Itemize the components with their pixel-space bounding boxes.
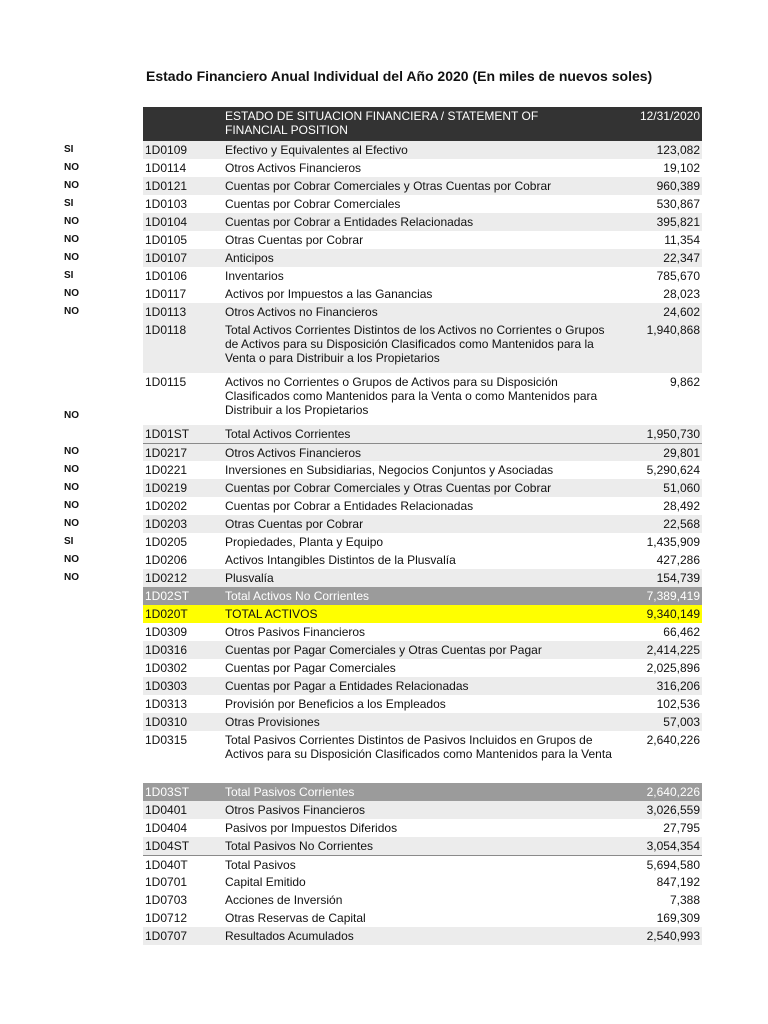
row-value: 9,862 (669, 375, 700, 389)
table-row (143, 479, 702, 497)
row-flag: NO (64, 554, 79, 565)
row-flag: NO (64, 518, 79, 529)
row-description: Inversiones en Subsidiarias, Negocios Conjuntos y Asociadas (225, 463, 554, 477)
row-description: Total Activos No Corrientes (225, 589, 370, 603)
table-row (143, 605, 702, 623)
table-row (143, 569, 702, 587)
table-row (143, 303, 702, 321)
row-value: 5,290,624 (646, 463, 700, 477)
row-description: Cuentas por Pagar Comerciales (225, 661, 396, 675)
row-code: 1D03ST (145, 785, 190, 799)
row-code: 1D0121 (145, 179, 188, 193)
row-value: 102,536 (656, 697, 700, 711)
row-code: 1D0109 (145, 143, 188, 157)
row-description: TOTAL ACTIVOS (225, 607, 318, 621)
row-flag: NO (64, 252, 79, 263)
table-row (143, 195, 702, 213)
row-flag: SI (64, 198, 74, 209)
row-code: 1D020T (145, 607, 188, 621)
row-value: 51,060 (663, 481, 700, 495)
table-row (143, 927, 702, 945)
row-description: Pasivos por Impuestos Diferidos (225, 821, 398, 835)
table-header (143, 107, 702, 141)
row-code: 1D0212 (145, 571, 188, 585)
table-row (143, 177, 702, 195)
row-description: Cuentas por Pagar Comerciales y Otras Cuentas por Pagar (225, 643, 542, 657)
row-value: 28,023 (663, 287, 700, 301)
table-row (143, 425, 702, 443)
row-code: 1D0316 (145, 643, 188, 657)
table-row (143, 159, 702, 177)
table-row (143, 373, 702, 425)
row-value: 169,309 (656, 911, 700, 925)
row-description: Provisión por Beneficios a los Empleados (225, 697, 446, 711)
page-title: Estado Financiero Anual Individual del Año 2020 (En miles de nuevos soles) (146, 68, 653, 84)
row-description: Otras Provisiones (225, 715, 320, 729)
row-description: Otros Pasivos Financieros (225, 803, 366, 817)
table-row (143, 837, 702, 855)
row-description: Activos por Impuestos a las Ganancias (225, 287, 433, 301)
table-row (143, 695, 702, 713)
row-code: 1D0401 (145, 803, 188, 817)
table-row (143, 321, 702, 373)
row-code: 1D0309 (145, 625, 188, 639)
row-code: 1D0106 (145, 269, 188, 283)
row-value: 3,026,559 (646, 803, 700, 817)
row-value: 29,801 (663, 446, 700, 460)
row-value: 316,206 (656, 679, 700, 693)
row-description: Otros Activos Financieros (225, 161, 362, 175)
row-code: 1D0302 (145, 661, 188, 675)
table-row (143, 587, 702, 605)
row-value: 785,670 (656, 269, 700, 283)
row-value: 1,435,909 (646, 535, 700, 549)
row-value: 19,102 (663, 161, 700, 175)
row-code: 1D0712 (145, 911, 188, 925)
table-row (143, 551, 702, 569)
table-row (143, 641, 702, 659)
row-code: 1D0203 (145, 517, 188, 531)
row-flag: NO (64, 572, 79, 583)
row-description: Capital Emitido (225, 875, 306, 889)
row-code: 1D0315 (145, 733, 188, 747)
row-value: 22,568 (663, 517, 700, 531)
row-value: 28,492 (663, 499, 700, 513)
row-description: Otras Reservas de Capital (225, 911, 366, 925)
row-value: 3,054,354 (646, 839, 700, 853)
table-row (143, 249, 702, 267)
row-value: 154,739 (656, 571, 700, 585)
row-code: 1D0221 (145, 463, 188, 477)
row-flag: NO (64, 464, 79, 475)
row-value: 22,347 (663, 251, 700, 265)
row-code: 1D01ST (145, 427, 190, 441)
row-value: 2,640,226 (646, 733, 700, 747)
row-value: 5,694,580 (646, 858, 700, 872)
row-code: 1D0303 (145, 679, 188, 693)
table-row (143, 461, 702, 479)
row-code: 1D0219 (145, 481, 188, 495)
row-flag: NO (64, 500, 79, 511)
row-description: Cuentas por Pagar a Entidades Relacionadas (225, 679, 469, 693)
table-row (143, 819, 702, 837)
row-value: 847,192 (656, 875, 700, 889)
row-description: Otros Activos no Financieros (225, 305, 378, 319)
row-description: Otros Activos Financieros (225, 446, 362, 460)
row-code: 1D02ST (145, 589, 190, 603)
table-row (143, 515, 702, 533)
row-description: Activos Intangibles Distintos de la Plusvalía (225, 553, 456, 567)
row-flag: NO (64, 288, 79, 299)
row-description: Plusvalía (225, 571, 274, 585)
row-value: 27,795 (663, 821, 700, 835)
row-code: 1D0103 (145, 197, 188, 211)
row-value: 123,082 (656, 143, 700, 157)
row-code: 1D0113 (145, 305, 187, 319)
row-flag: NO (64, 180, 79, 191)
row-code: 1D0701 (145, 875, 188, 889)
table-row (143, 141, 702, 159)
row-description: Cuentas por Cobrar Comerciales y Otras Cuentas por Cobrar (225, 179, 552, 193)
row-description: Activos no Corrientes o Grupos de Activos para su Disposición Clasificados como Mantenidos para la Venta o como Mantenidos para Distribuir a los Propietarios (225, 375, 598, 417)
row-code: 1D0707 (145, 929, 188, 943)
row-description: Total Activos Corrientes (225, 427, 351, 441)
financial-statement-table (143, 107, 702, 945)
table-row (143, 497, 702, 515)
table-row (143, 731, 702, 783)
row-flag: NO (64, 410, 79, 421)
row-description: Inventarios (225, 269, 284, 283)
row-description: Resultados Acumulados (225, 929, 354, 943)
row-flag: NO (64, 306, 79, 317)
table-row (143, 267, 702, 285)
table-body (143, 141, 702, 945)
row-value: 427,286 (656, 553, 700, 567)
row-value: 2,414,225 (646, 643, 700, 657)
row-description: Otros Pasivos Financieros (225, 625, 366, 639)
row-code: 1D0217 (145, 446, 188, 460)
row-code: 1D0117 (145, 287, 187, 301)
row-value: 9,340,149 (646, 607, 700, 621)
row-value: 2,025,896 (646, 661, 700, 675)
row-code: 1D0313 (145, 697, 188, 711)
table-row (143, 677, 702, 695)
table-row (143, 623, 702, 641)
row-description: Cuentas por Cobrar a Entidades Relacionadas (225, 215, 474, 229)
row-flag: NO (64, 162, 79, 173)
row-value: 66,462 (663, 625, 700, 639)
row-flag: SI (64, 144, 74, 155)
row-value: 960,389 (656, 179, 700, 193)
row-description: Acciones de Inversión (225, 893, 343, 907)
row-flag: SI (64, 536, 74, 547)
table-row (143, 891, 702, 909)
row-code: 1D0118 (145, 323, 187, 337)
header-label: ESTADO DE SITUACION FINANCIERA / STATEMENT OF FINANCIAL POSITION (225, 109, 539, 137)
row-code: 1D0206 (145, 553, 188, 567)
row-flag: NO (64, 446, 79, 457)
row-code: 1D0404 (145, 821, 188, 835)
table-row (143, 855, 702, 873)
row-description: Total Activos Corrientes Distintos de los Activos no Corrientes o Grupos de Activos para su Disposición Clasificados como Mantenidos para la Venta o para Distribuir a los Propietarios (225, 323, 605, 365)
row-code: 1D040T (145, 858, 188, 872)
table-row (143, 285, 702, 303)
table-row (143, 659, 702, 677)
row-value: 1,940,868 (646, 323, 700, 337)
row-description: Efectivo y Equivalentes al Efectivo (225, 143, 408, 157)
row-value: 7,388 (669, 893, 700, 907)
row-description: Cuentas por Cobrar Comerciales (225, 197, 401, 211)
table-row (143, 213, 702, 231)
row-description: Propiedades, Planta y Equipo (225, 535, 384, 549)
row-flag: NO (64, 482, 79, 493)
table-row (143, 443, 702, 461)
row-description: Otras Cuentas por Cobrar (225, 233, 364, 247)
row-description: Total Pasivos (225, 858, 296, 872)
row-description: Anticipos (225, 251, 274, 265)
row-code: 1D0114 (145, 161, 187, 175)
row-code: 1D0205 (145, 535, 188, 549)
row-code: 1D0703 (145, 893, 188, 907)
row-value: 7,389,419 (646, 589, 700, 603)
row-description: Total Pasivos Corrientes (225, 785, 355, 799)
row-value: 24,602 (663, 305, 700, 319)
row-description: Total Pasivos No Corrientes (225, 839, 374, 853)
row-code: 1D04ST (145, 839, 190, 853)
table-row (143, 231, 702, 249)
row-flag: NO (64, 234, 79, 245)
row-code: 1D0202 (145, 499, 188, 513)
header-date: 12/31/2020 (639, 109, 700, 123)
row-code: 1D0310 (145, 715, 188, 729)
row-code: 1D0104 (145, 215, 188, 229)
table-row (143, 873, 702, 891)
row-code: 1D0107 (145, 251, 188, 265)
row-value: 2,540,993 (646, 929, 700, 943)
row-description: Cuentas por Cobrar Comerciales y Otras Cuentas por Cobrar (225, 481, 552, 495)
row-flag: SI (64, 270, 74, 281)
table-row (143, 801, 702, 819)
row-value: 11,354 (664, 233, 700, 247)
row-value: 2,640,226 (646, 785, 700, 799)
row-description: Cuentas por Cobrar a Entidades Relacionadas (225, 499, 474, 513)
row-description: Otras Cuentas por Cobrar (225, 517, 364, 531)
row-value: 57,003 (663, 715, 700, 729)
row-value: 530,867 (656, 197, 700, 211)
row-flag: NO (64, 216, 79, 227)
row-description: Total Pasivos Corrientes Distintos de Pasivos Incluidos en Grupos de Activos para su Disposición Clasificados como Mantenidos para la Venta (225, 733, 612, 761)
table-row (143, 783, 702, 801)
row-value: 395,821 (656, 215, 700, 229)
row-value: 1,950,730 (646, 427, 700, 441)
table-row (143, 909, 702, 927)
row-code: 1D0105 (145, 233, 188, 247)
table-row (143, 713, 702, 731)
row-code: 1D0115 (145, 375, 187, 389)
table-row (143, 533, 702, 551)
